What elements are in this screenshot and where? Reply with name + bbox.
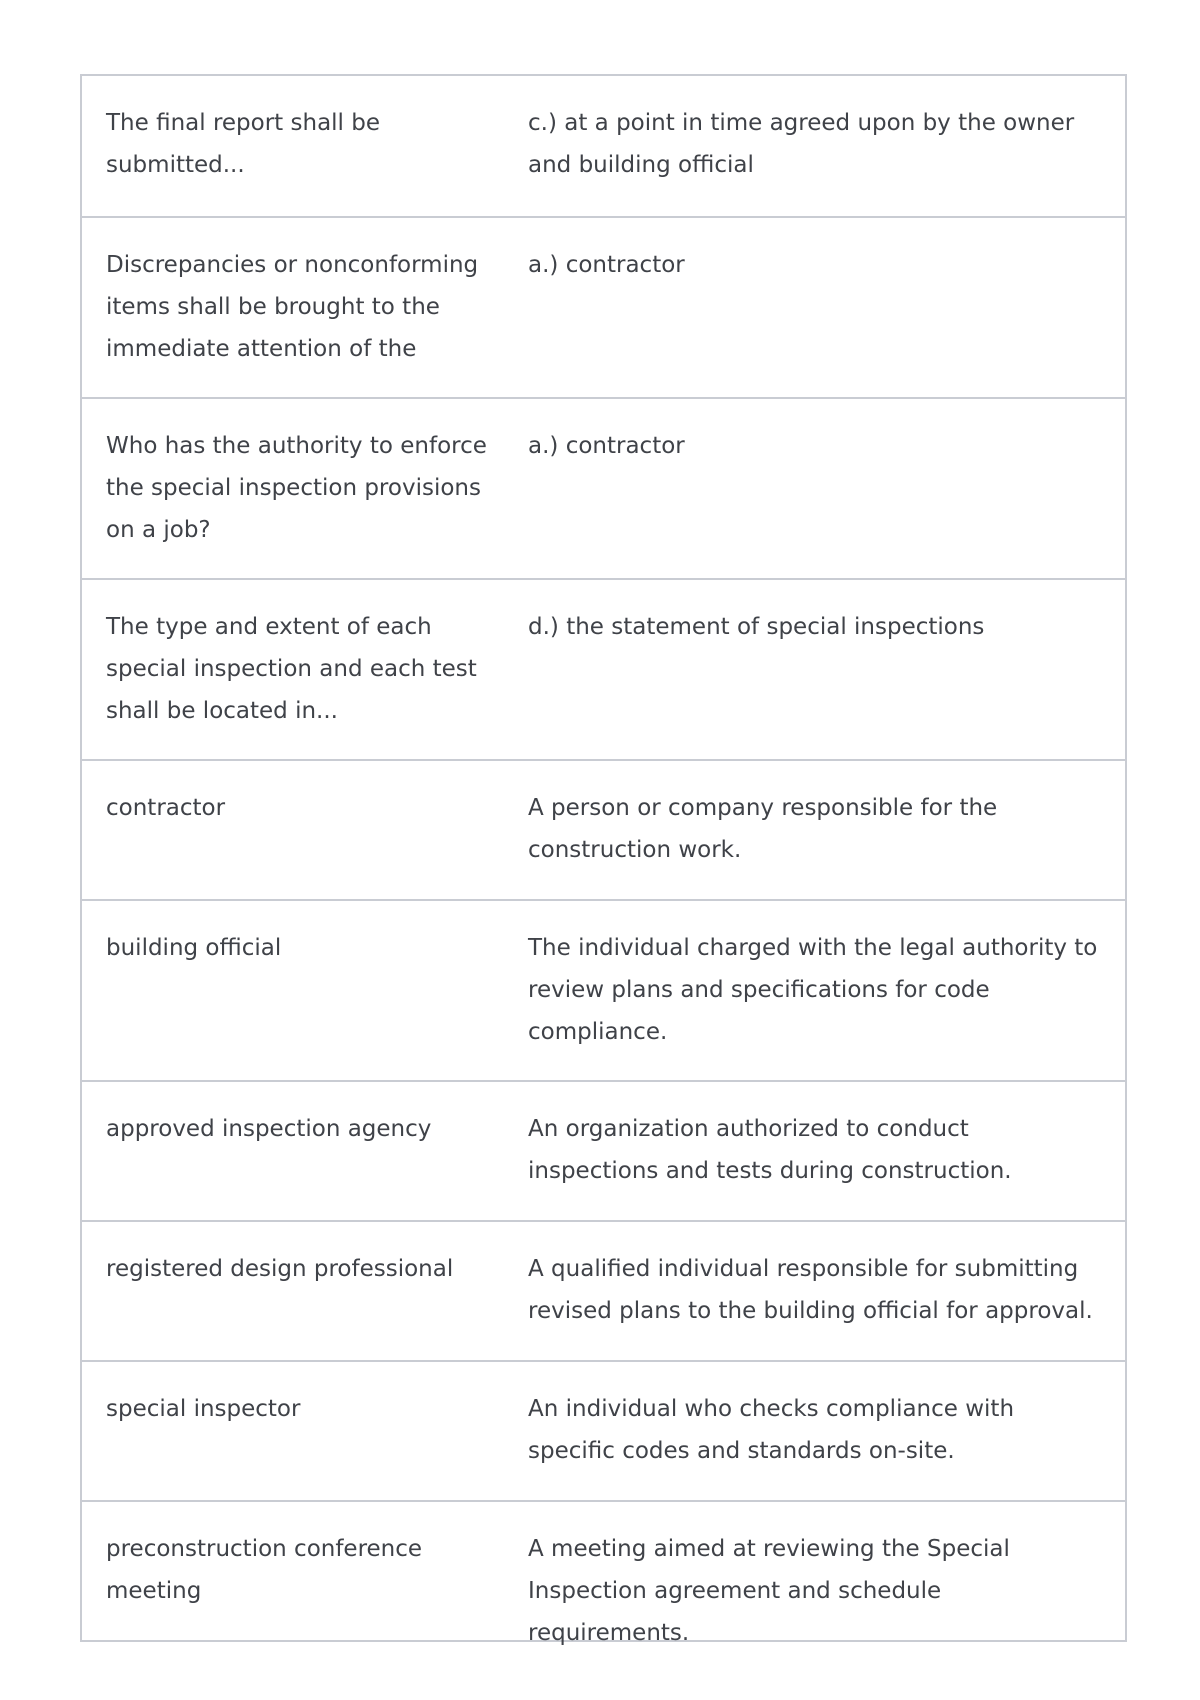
card-definition: A qualified individual responsible for submitting revised plans to the building official for approval. [528,1256,1093,1324]
definition-cell [528,1362,1125,1500]
card-term: approved inspection agency [106,1116,432,1142]
term-cell [82,1082,528,1220]
term-cell [82,761,528,899]
card-term: preconstruction conference meeting [106,1536,423,1604]
definition-cell [528,580,1125,759]
flashcard-table [80,74,1127,1646]
card-row [82,1360,1125,1500]
card-definition: A person or company responsible for the construction work. [528,795,998,863]
card-term: registered design professional [106,1256,454,1282]
card-row [82,578,1125,759]
term-cell [82,1362,528,1500]
definition-cell [528,761,1125,899]
term-cell [82,580,528,759]
definition-cell [528,1222,1125,1360]
term-cell [82,399,528,578]
card-definition: c.) at a point in time agreed upon by the owner and building official [528,110,1075,178]
card-row [82,1220,1125,1360]
definition-cell [528,1502,1125,1646]
card-definition: The individual charged with the legal authority to review plans and specifications for code compliance. [528,935,1098,1045]
definition-cell [528,76,1125,216]
card-term: The final report shall be submitted... [106,110,381,178]
card-definition: a.) contractor [528,433,685,459]
card-definition: A meeting aimed at reviewing the Special Inspection agreement and schedule requirements. [528,1536,1010,1646]
definition-cell [528,1082,1125,1220]
card-term: building official [106,935,282,961]
definition-cell [528,218,1125,397]
card-row [82,1080,1125,1220]
definition-cell [528,901,1125,1080]
card-definition: An individual who checks compliance with specific codes and standards on-site. [528,1396,1015,1464]
card-term: contractor [106,795,226,821]
card-row [82,759,1125,899]
card-term: Discrepancies or nonconforming items shall be brought to the immediate attention of the [106,252,479,362]
card-row [82,216,1125,397]
card-row [82,1500,1125,1646]
card-term: special inspector [106,1396,301,1422]
card-term: The type and extent of each special inspection and each test shall be located in... [106,614,477,724]
card-row [82,76,1125,216]
term-cell [82,76,528,216]
card-row [82,397,1125,578]
definition-cell [528,399,1125,578]
card-definition: a.) contractor [528,252,685,278]
term-cell [82,218,528,397]
card-term: Who has the authority to enforce the special inspection provisions on a job? [106,433,487,543]
term-cell [82,901,528,1080]
card-definition: d.) the statement of special inspections [528,614,985,640]
term-cell [82,1502,528,1640]
card-row [82,899,1125,1080]
card-definition: An organization authorized to conduct inspections and tests during construction. [528,1116,1012,1184]
term-cell [82,1222,528,1360]
